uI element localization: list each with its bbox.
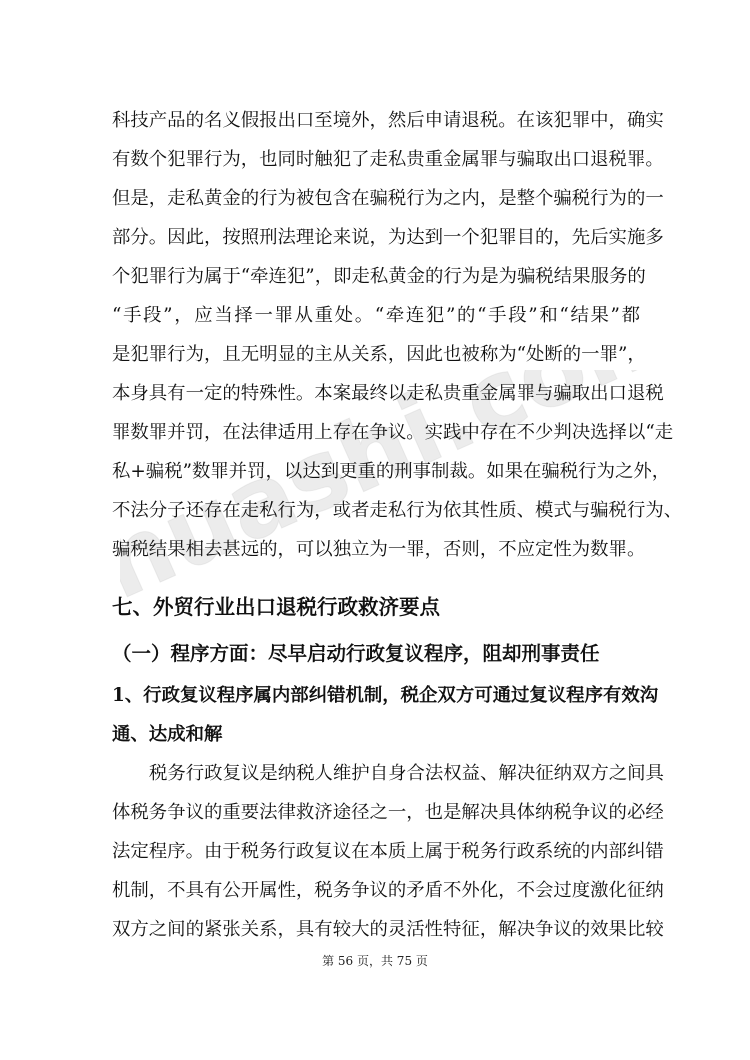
paragraph-line: 体税务争议的重要法律救济途径之一，也是解决具体纳税争议的必经 <box>112 802 664 823</box>
page-number-footer: 第 56 页，共 75 页 <box>322 954 428 968</box>
item-heading <box>112 676 659 754</box>
paragraph-line: 本身具有一定的特殊性。本案最终以走私贵重金属罪与骗取出口退税 <box>112 383 664 404</box>
section-heading: 七、外贸行业出口退税行政救济要点 <box>112 595 440 619</box>
paragraph-line: “手段”，应当择一罪从重处。“牵连犯”的“手段”和“结果”都 <box>112 305 640 326</box>
paragraph-line: 是犯罪行为，且无明显的主从关系，因此也被称为“处断的一罪”， <box>112 344 646 365</box>
paragraph-line: 私+骗税”数罪并罚，以达到更重的刑事制裁。如果在骗税行为之外， <box>112 461 671 482</box>
paragraph-line: 法定程序。由于税务行政复议在本质上属于税务行政系统的内部纠错 <box>112 841 664 862</box>
paragraph-line: 不法分子还存在走私行为，或者走私行为依其性质、模式与骗税行为、 <box>112 500 683 521</box>
watermark-text: huashi.com <box>120 370 640 622</box>
paragraph-line: 部分。因此，按照刑法理论来说，为达到一个犯罪目的，先后实施多 <box>112 227 664 248</box>
paragraph-line: 骗税结果相去甚远的，可以独立为一罪，否则，不应定性为数罪。 <box>112 539 646 560</box>
paragraph-line: 个犯罪行为属于“牵连犯”，即走私黄金的行为是为骗税结果服务的 <box>112 266 646 287</box>
paragraph-line: 科技产品的名义假报出口至境外，然后申请退税。在该犯罪中，确实 <box>112 110 664 131</box>
page-content <box>112 101 683 949</box>
item-heading-line: 1、行政复议程序属内部纠错机制，税企双方可通过复议程序有效沟 <box>112 685 659 706</box>
paragraph-line: 机制，不具有公开属性，税务争议的矛盾不外化，不会过度激化征纳 <box>112 880 664 901</box>
paragraph-line: 税务行政复议是纳税人维护自身合法权益、解决征纳双方之间具 <box>149 763 664 784</box>
paragraph-1 <box>112 101 683 569</box>
subsection-heading: （一）程序方面：尽早启动行政复议程序，阻却刑事责任 <box>112 642 600 665</box>
paragraph-line: 有数个犯罪行为，也同时触犯了走私贵重金属罪与骗取出口退税罪。 <box>112 149 664 170</box>
paragraph-line: 但是，走私黄金的行为被包含在骗税行为之内，是整个骗税行为的一 <box>112 188 664 209</box>
paragraph-line: 双方之间的紧张关系，具有较大的灵活性特征，解决争议的效果比较 <box>112 919 664 940</box>
item-heading-line: 通、达成和解 <box>112 724 223 745</box>
paragraph-line: 罪数罪并罚，在法律适用上存在争议。实践中存在不少判决选择以“走 <box>112 422 674 443</box>
paragraph-2 <box>112 754 664 949</box>
